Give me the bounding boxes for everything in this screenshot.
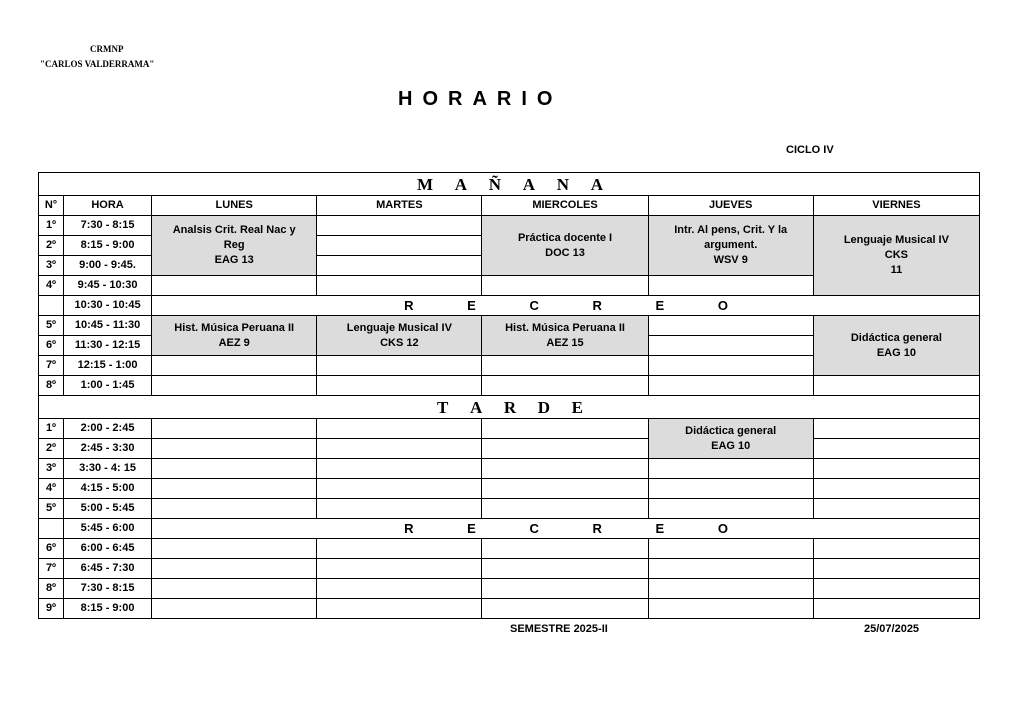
empty-cell bbox=[648, 336, 813, 356]
slot-num: 8º bbox=[39, 376, 64, 396]
empty-cell bbox=[813, 479, 979, 499]
empty-cell bbox=[152, 419, 317, 439]
course-cell-miercoles-1: Práctica docente I DOC 13 bbox=[482, 216, 648, 276]
empty-cell bbox=[482, 479, 648, 499]
empty-cell bbox=[152, 499, 317, 519]
empty-cell bbox=[482, 439, 648, 459]
empty-cell bbox=[152, 479, 317, 499]
table-row bbox=[39, 599, 980, 619]
table-row bbox=[39, 579, 980, 599]
slot-num: 2º bbox=[39, 439, 64, 459]
slot-time: 3:30 - 4: 15 bbox=[64, 459, 152, 479]
recess-row bbox=[39, 519, 980, 539]
slot-time: 8:15 - 9:00 bbox=[64, 236, 152, 256]
header-row bbox=[39, 196, 980, 216]
empty-cell bbox=[317, 559, 482, 579]
empty-cell bbox=[152, 439, 317, 459]
slot-time: 2:00 - 2:45 bbox=[64, 419, 152, 439]
empty-cell bbox=[152, 599, 317, 619]
empty-cell bbox=[648, 579, 813, 599]
table-row bbox=[39, 539, 980, 559]
empty-cell bbox=[482, 559, 648, 579]
table-row bbox=[39, 216, 980, 236]
semester-label: SEMESTRE 2025-II bbox=[510, 623, 608, 635]
empty-cell bbox=[648, 599, 813, 619]
empty-cell bbox=[152, 559, 317, 579]
col-header-jueves: JUEVES bbox=[648, 196, 813, 216]
empty-cell bbox=[317, 459, 482, 479]
empty-cell bbox=[813, 559, 979, 579]
empty-cell bbox=[813, 539, 979, 559]
col-header-martes: MARTES bbox=[317, 196, 482, 216]
slot-num: 2º bbox=[39, 236, 64, 256]
table-row bbox=[39, 376, 980, 396]
slot-time: 9:00 - 9:45. bbox=[64, 256, 152, 276]
empty-cell bbox=[648, 559, 813, 579]
slot-time: 9:45 - 10:30 bbox=[64, 276, 152, 296]
morning-section-row bbox=[39, 173, 980, 196]
course-cell-lunes-5: Hist. Música Peruana II AEZ 9 bbox=[152, 316, 317, 356]
empty-cell bbox=[317, 499, 482, 519]
empty-cell bbox=[648, 276, 813, 296]
empty-cell bbox=[482, 276, 648, 296]
slot-num: 3º bbox=[39, 459, 64, 479]
slot-time: 4:15 - 5:00 bbox=[64, 479, 152, 499]
course-cell-lunes-1: Analsis Crit. Real Nac y Reg EAG 13 bbox=[152, 216, 317, 276]
table-row bbox=[39, 479, 980, 499]
slot-num: 1º bbox=[39, 216, 64, 236]
col-header-hora: HORA bbox=[64, 196, 152, 216]
empty-cell bbox=[317, 256, 482, 276]
empty-cell bbox=[317, 599, 482, 619]
course-cell-jueves-t1: Didáctica general EAG 10 bbox=[648, 419, 813, 459]
empty-cell bbox=[482, 579, 648, 599]
empty-cell bbox=[39, 296, 64, 316]
recess-time: 10:30 - 10:45 bbox=[64, 296, 152, 316]
table-row bbox=[39, 459, 980, 479]
slot-num: 7º bbox=[39, 356, 64, 376]
institution-short: CRMNP bbox=[90, 44, 124, 54]
empty-cell bbox=[482, 539, 648, 559]
slot-num: 5º bbox=[39, 316, 64, 336]
slot-num: 4º bbox=[39, 276, 64, 296]
empty-cell bbox=[482, 376, 648, 396]
empty-cell bbox=[317, 579, 482, 599]
cycle-label: CICLO IV bbox=[786, 144, 834, 156]
afternoon-section-row bbox=[39, 396, 980, 419]
institution-name: "CARLOS VALDERRAMA" bbox=[40, 59, 155, 69]
col-header-viernes: VIERNES bbox=[813, 196, 979, 216]
slot-time: 8:15 - 9:00 bbox=[64, 599, 152, 619]
course-cell-jueves-1: Intr. Al pens, Crit. Y la argument. WSV 9 bbox=[648, 216, 813, 276]
table-row bbox=[39, 499, 980, 519]
slot-time: 1:00 - 1:45 bbox=[64, 376, 152, 396]
table-row bbox=[39, 419, 980, 439]
morning-section-title: M A Ñ A N A bbox=[39, 173, 980, 196]
empty-cell bbox=[317, 439, 482, 459]
slot-num: 1º bbox=[39, 419, 64, 439]
recess-label: R E C R E O bbox=[152, 296, 980, 316]
empty-cell bbox=[648, 539, 813, 559]
course-cell-miercoles-5: Hist. Música Peruana II AEZ 15 bbox=[482, 316, 648, 356]
empty-cell bbox=[152, 376, 317, 396]
slot-time: 7:30 - 8:15 bbox=[64, 216, 152, 236]
slot-num: 9º bbox=[39, 599, 64, 619]
slot-time: 6:00 - 6:45 bbox=[64, 539, 152, 559]
empty-cell bbox=[648, 356, 813, 376]
slot-num: 6º bbox=[39, 336, 64, 356]
slot-num: 4º bbox=[39, 479, 64, 499]
course-cell-viernes-1: Lenguaje Musical IV CKS 11 bbox=[813, 216, 979, 296]
table-row bbox=[39, 316, 980, 336]
empty-cell bbox=[152, 459, 317, 479]
col-header-num: N° bbox=[39, 196, 64, 216]
afternoon-section-title: T A R D E bbox=[39, 396, 980, 419]
col-header-miercoles: MIERCOLES bbox=[482, 196, 648, 216]
slot-num: 8º bbox=[39, 579, 64, 599]
empty-cell bbox=[317, 479, 482, 499]
empty-cell bbox=[813, 439, 979, 459]
slot-time: 7:30 - 8:15 bbox=[64, 579, 152, 599]
empty-cell bbox=[813, 376, 979, 396]
page-title: HORARIO bbox=[398, 88, 563, 110]
empty-cell bbox=[317, 356, 482, 376]
slot-num: 5º bbox=[39, 499, 64, 519]
slot-time: 12:15 - 1:00 bbox=[64, 356, 152, 376]
course-cell-martes-5: Lenguaje Musical IV CKS 12 bbox=[317, 316, 482, 356]
empty-cell bbox=[152, 276, 317, 296]
date-label: 25/07/2025 bbox=[864, 623, 920, 635]
empty-cell bbox=[482, 499, 648, 519]
empty-cell bbox=[813, 499, 979, 519]
empty-cell bbox=[648, 459, 813, 479]
empty-cell bbox=[648, 376, 813, 396]
empty-cell bbox=[39, 519, 64, 539]
slot-num: 7º bbox=[39, 559, 64, 579]
empty-cell bbox=[152, 579, 317, 599]
empty-cell bbox=[317, 216, 482, 236]
slot-num: 6º bbox=[39, 539, 64, 559]
slot-time: 11:30 - 12:15 bbox=[64, 336, 152, 356]
empty-cell bbox=[317, 376, 482, 396]
table-row bbox=[39, 559, 980, 579]
empty-cell bbox=[152, 539, 317, 559]
recess-row bbox=[39, 296, 980, 316]
empty-cell bbox=[648, 499, 813, 519]
empty-cell bbox=[317, 236, 482, 256]
empty-cell bbox=[648, 479, 813, 499]
col-header-lunes: LUNES bbox=[152, 196, 317, 216]
empty-cell bbox=[813, 599, 979, 619]
slot-time: 10:45 - 11:30 bbox=[64, 316, 152, 336]
schedule-table bbox=[38, 172, 980, 619]
empty-cell bbox=[482, 356, 648, 376]
recess-time: 5:45 - 6:00 bbox=[64, 519, 152, 539]
empty-cell bbox=[317, 539, 482, 559]
empty-cell bbox=[317, 276, 482, 296]
empty-cell bbox=[813, 419, 979, 439]
empty-cell bbox=[813, 459, 979, 479]
slot-num: 3º bbox=[39, 256, 64, 276]
empty-cell bbox=[482, 459, 648, 479]
empty-cell bbox=[317, 419, 482, 439]
slot-time: 6:45 - 7:30 bbox=[64, 559, 152, 579]
empty-cell bbox=[813, 579, 979, 599]
slot-time: 2:45 - 3:30 bbox=[64, 439, 152, 459]
table-row bbox=[39, 439, 980, 459]
slot-time: 5:00 - 5:45 bbox=[64, 499, 152, 519]
course-cell-viernes-5: Didáctica general EAG 10 bbox=[813, 316, 979, 376]
empty-cell bbox=[482, 419, 648, 439]
recess-label: R E C R E O bbox=[152, 519, 980, 539]
empty-cell bbox=[482, 599, 648, 619]
empty-cell bbox=[648, 316, 813, 336]
empty-cell bbox=[152, 356, 317, 376]
